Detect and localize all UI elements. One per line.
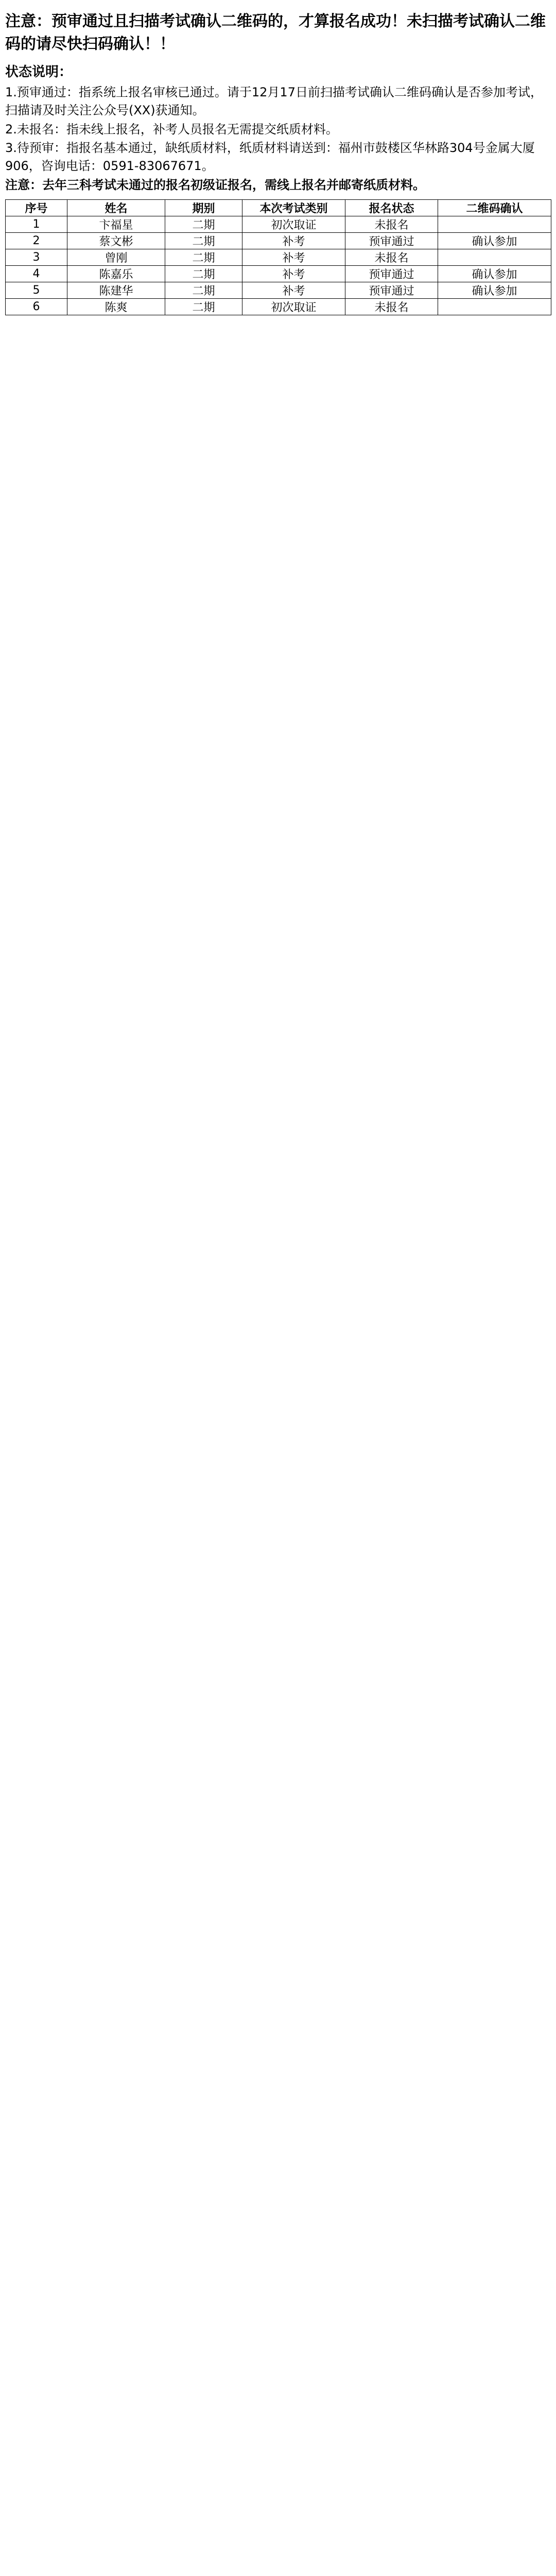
cell-name: 曾刚 <box>67 249 165 265</box>
bold-notice-line: 注意：去年三科考试未通过的报名初级证报名，需线上报名并邮寄纸质材料。 <box>5 177 425 192</box>
cell-status: 未报名 <box>345 298 438 315</box>
cell-no: 4 <box>6 265 67 282</box>
cell-name: 陈嘉乐 <box>67 265 165 282</box>
cell-name: 卞福星 <box>67 216 165 232</box>
cell-exam-type: 初次取证 <box>242 216 345 232</box>
cell-qr-confirm <box>438 216 551 232</box>
notice-text: 注意：预审通过且扫描考试确认二维码的，才算报名成功！未扫描考试确认二维码的请尽快扫码确认！！ <box>5 12 546 53</box>
table-row <box>6 232 551 249</box>
header-no: 序号 <box>6 199 67 216</box>
status-line-3: 3.待预审：指报名基本通过，缺纸质材料，纸质材料请送到：福州市鼓楼区华林路304号金属大厦906，咨询电话：0591-83067671。 <box>5 141 535 174</box>
status-title: 状态说明： <box>5 64 73 80</box>
header-qr-confirm: 二维码确认 <box>438 199 551 216</box>
notice-banner <box>5 10 551 55</box>
cell-status: 未报名 <box>345 216 438 232</box>
cell-period: 二期 <box>165 282 242 298</box>
cell-status: 预审通过 <box>345 265 438 282</box>
cell-no: 2 <box>6 232 67 249</box>
cell-exam-type: 补考 <box>242 265 345 282</box>
table-row <box>6 249 551 265</box>
cell-exam-type: 初次取证 <box>242 298 345 315</box>
cell-name: 陈爽 <box>67 298 165 315</box>
cell-period: 二期 <box>165 298 242 315</box>
cell-period: 二期 <box>165 216 242 232</box>
cell-exam-type: 补考 <box>242 232 345 249</box>
cell-period: 二期 <box>165 265 242 282</box>
cell-no: 1 <box>6 216 67 232</box>
cell-no: 5 <box>6 282 67 298</box>
header-exam-type: 本次考试类别 <box>242 199 345 216</box>
cell-qr-confirm <box>438 298 551 315</box>
page <box>0 0 556 336</box>
cell-name: 陈建华 <box>67 282 165 298</box>
table-row <box>6 216 551 232</box>
table-row <box>6 265 551 282</box>
cell-qr-confirm <box>438 249 551 265</box>
cell-name: 蔡文彬 <box>67 232 165 249</box>
header-name: 姓名 <box>67 199 165 216</box>
cell-status: 预审通过 <box>345 232 438 249</box>
status-line-1: 1.预审通过：指系统上报名审核已通过。请于12月17日前扫描考试确认二维码确认是否参加考试，扫描请及时关注公众号(XX)获通知。 <box>5 85 543 117</box>
cell-no: 6 <box>6 298 67 315</box>
cell-period: 二期 <box>165 249 242 265</box>
table-row <box>6 282 551 298</box>
header-status: 报名状态 <box>345 199 438 216</box>
status-line-2: 2.未报名：指未线上报名，补考人员报名无需提交纸质材料。 <box>5 122 338 137</box>
cell-status: 预审通过 <box>345 282 438 298</box>
cell-exam-type: 补考 <box>242 249 345 265</box>
cell-no: 3 <box>6 249 67 265</box>
cell-exam-type: 补考 <box>242 282 345 298</box>
cell-qr-confirm: 确认参加 <box>438 232 551 249</box>
cell-qr-confirm: 确认参加 <box>438 282 551 298</box>
cell-period: 二期 <box>165 232 242 249</box>
applicant-table <box>5 199 551 315</box>
table-row <box>6 298 551 315</box>
cell-status: 未报名 <box>345 249 438 265</box>
header-period: 期别 <box>165 199 242 216</box>
table-header-row <box>6 199 551 216</box>
cell-qr-confirm: 确认参加 <box>438 265 551 282</box>
